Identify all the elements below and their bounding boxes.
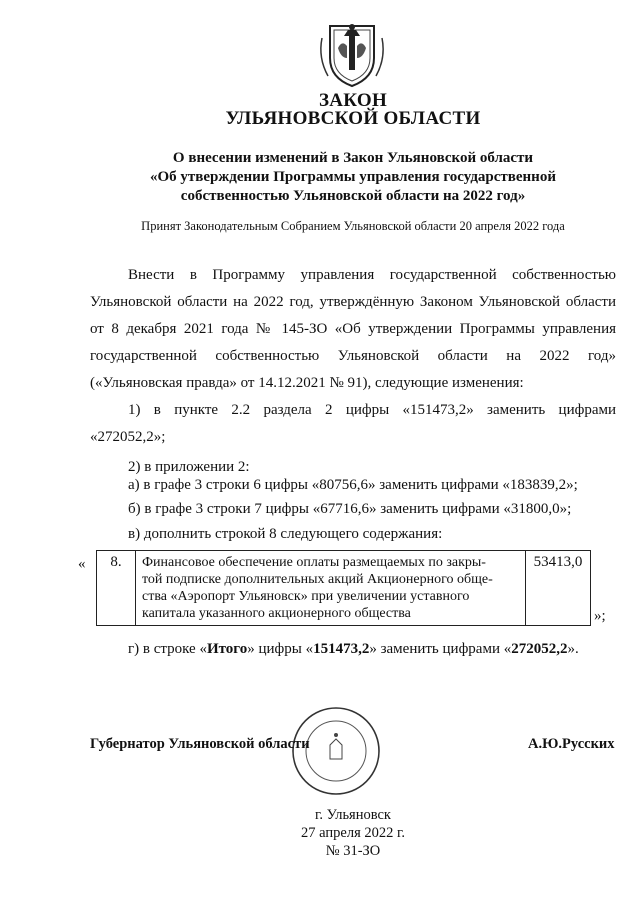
text-fragment: » заменить цифрами « [369,641,512,657]
new-value: 272052,2 [511,641,568,657]
intro-paragraph [90,262,616,397]
text-fragment: г) в строке « [128,641,207,657]
row-description [136,551,526,626]
item-2c: в) дополнить строкой 8 следующего содержания: [128,526,443,542]
footer-city: г. Ульяновск [315,807,391,823]
subtitle-line: О внесении изменений в Закон Ульяновской области [172,150,534,166]
paragraph-line: Внести в Программу управления государственной собственностью [128,267,616,283]
close-quote: »; [594,608,606,624]
description-line: Финансовое обеспечение оплаты размещаемых по закры- [142,555,486,570]
text-fragment: ». [567,641,579,657]
description-line: капитала указанного акционерного общества [142,606,411,621]
signatory-name: А.Ю.Русских [528,736,615,752]
paragraph-line: «272052,2»; [90,429,166,445]
item-2b: б) в графе 3 строки 7 цифры «67716,6» заменить цифрами «31800,0»; [128,501,572,517]
total-word: Итого [206,641,248,657]
text-fragment: » цифры « [247,641,314,657]
paragraph-line: от 8 декабря 2021 года № 145-ЗО «Об утверждении Программы управления [90,321,616,337]
row-number: 8. [97,551,136,626]
old-value: 151473,2 [313,641,370,657]
paragraph-line: государственной собственностью Ульяновской области на 2022 год» [90,348,616,364]
row-value: 53413,0 [526,551,591,626]
coat-of-arms-icon [316,18,388,90]
item-1 [90,397,616,451]
paragraph-line: Ульяновской области на 2022 год, утверждённую Законом Ульяновской области [90,294,616,310]
footer-date: 27 апреля 2022 г. [301,825,405,841]
open-quote: « [78,556,86,572]
description-line: ства «Аэропорт Ульяновск» при увеличении уставного [142,589,470,604]
table-row [97,551,591,626]
footer-number: № 31-ЗО [325,843,381,859]
item-2: 2) в приложении 2: [128,459,250,475]
law-subtitle [80,149,626,206]
region-title: УЛЬЯНОВСКОЙ ОБЛАСТИ [225,108,481,129]
signatory-position: Губернатор Ульяновской области [90,736,310,752]
footer [0,806,640,860]
subtitle-line: «Об утверждении Программы управления государственной [150,169,556,185]
paragraph-line: («Ульяновская правда» от 14.12.2021 № 91), следующие изменения: [90,375,524,391]
item-2a: а) в графе 3 строки 6 цифры «80756,6» заменить цифрами «183839,2»; [128,477,578,493]
accepted-note: Принят Законодательным Собранием Ульяновской области 20 апреля 2022 года [141,219,565,233]
document-type: ЗАКОН [318,90,388,111]
description-line: той подписке дополнительных акций Акционерного обще- [142,572,493,587]
item-2g [128,641,579,658]
paragraph-line: 1) в пункте 2.2 раздела 2 цифры «151473,2» заменить цифрами [128,402,616,418]
subtitle-line: собственностью Ульяновской области на 2022 год» [180,188,526,204]
insert-table [96,550,591,626]
